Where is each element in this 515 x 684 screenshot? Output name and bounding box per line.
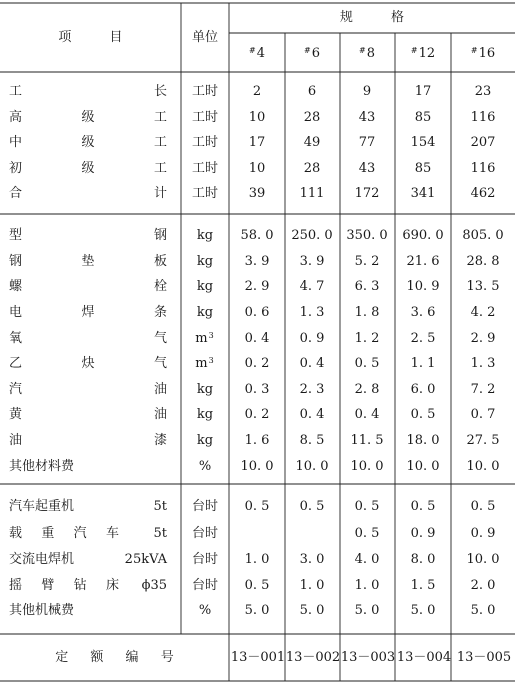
labor-row-value: 43 (358, 110, 376, 125)
unit-text: 工时 (191, 161, 218, 176)
machinery-row-spec: 25kVA (124, 552, 167, 567)
materials-row-value: 805. 0 (462, 228, 504, 243)
footer-code: 13－005 (456, 650, 512, 665)
name-char: 油 (153, 407, 167, 422)
unit-text: 工时 (191, 84, 218, 99)
materials-row-value: 8. 5 (299, 433, 325, 448)
materials-row-value: 0. 7 (470, 407, 496, 422)
materials-row-value: 1. 3 (470, 356, 496, 371)
materials-row-unit (182, 356, 228, 373)
machinery-row-value: 5. 0 (354, 603, 380, 618)
unit-superscript: 3 (208, 331, 214, 340)
header-spec: 规 格 (339, 10, 405, 25)
materials-row-name (9, 305, 167, 321)
header-unit: 单位 (191, 30, 218, 45)
footer-label: 定 额 编 号 (55, 650, 174, 665)
labor-row-value: 10 (248, 161, 266, 176)
unit-text: kg (196, 228, 214, 243)
materials-row-name (9, 407, 167, 423)
machinery-row-spec: 5t (153, 526, 167, 541)
materials-row-value: 6. 0 (410, 382, 436, 397)
name-char: 载 (9, 526, 23, 541)
spec-number: 12 (418, 46, 436, 61)
header-spec-1 (285, 46, 339, 63)
labor-row-value: 2 (252, 84, 262, 99)
materials-row-value: 2. 9 (244, 279, 270, 294)
unit-text: m (195, 356, 208, 371)
materials-row-value: 1. 2 (354, 331, 380, 346)
materials-row-value: 0. 2 (244, 407, 270, 422)
unit-text: m (195, 331, 208, 346)
materials-row-name (9, 331, 167, 347)
labor-row-value: 43 (358, 161, 376, 176)
name-char: 车 (105, 526, 119, 541)
labor-row-value: 6 (307, 84, 317, 99)
machinery-row-value: 5. 0 (299, 603, 325, 618)
name-char: 摇 (9, 578, 23, 593)
labor-row-unit (182, 110, 228, 126)
materials-row-value: 1. 8 (354, 305, 380, 320)
name-char: 重 (41, 526, 55, 541)
machinery-row-value: 1. 0 (244, 552, 270, 567)
name-char: 中 (9, 135, 23, 150)
labor-row-value: 85 (414, 110, 432, 125)
labor-row-value: 23 (474, 84, 492, 99)
name-char: 油 (153, 382, 167, 397)
materials-row-value: 250. 0 (291, 228, 333, 243)
name-char: 垫 (81, 254, 95, 269)
name-char: 乙 (9, 356, 23, 371)
materials-row-value: 18. 0 (406, 433, 440, 448)
machinery-row-unit (182, 526, 228, 542)
materials-row-value: 0. 4 (354, 407, 380, 422)
name-char: 工 (153, 135, 167, 150)
materials-row-value: 27. 5 (466, 433, 500, 448)
materials-row-value: 4. 2 (470, 305, 496, 320)
name-char: 型 (9, 228, 23, 243)
materials-row-value: 0. 3 (244, 382, 270, 397)
name-char: 条 (153, 305, 167, 320)
materials-row-value: 0. 2 (244, 356, 270, 371)
materials-row-value: 2. 5 (410, 331, 436, 346)
name-char: 钢 (9, 254, 23, 269)
name-char: 油 (9, 433, 23, 448)
materials-row-unit (182, 331, 228, 348)
unit-text: 台时 (191, 526, 218, 541)
machinery-row-value: 0. 5 (410, 499, 436, 514)
machinery-row-unit (182, 603, 228, 619)
machinery-row-value: 8. 0 (410, 552, 436, 567)
materials-row-value: 0. 4 (299, 407, 325, 422)
name-char: 臂 (41, 578, 55, 593)
name-char: 板 (153, 254, 167, 269)
materials-row-name (9, 279, 167, 295)
name-char: 电 (9, 305, 23, 320)
materials-row-value: 10. 0 (240, 459, 274, 474)
machinery-row-value: 0. 5 (354, 526, 380, 541)
materials-row-value: 1. 6 (244, 433, 270, 448)
name-char: 焊 (81, 305, 95, 320)
labor-row-name (9, 161, 167, 177)
unit-text: kg (196, 305, 214, 320)
footer-code: 13－001 (230, 650, 286, 665)
labor-row-value: 10 (248, 110, 266, 125)
machinery-row-value: 1. 5 (410, 578, 436, 593)
machinery-row-spec: ϕ35 (141, 578, 167, 593)
labor-row-value: 28 (303, 161, 321, 176)
labor-row-value: 111 (299, 186, 325, 201)
header-spec-0 (230, 46, 284, 63)
unit-text: 工时 (191, 135, 218, 150)
name-char: 汽 (9, 382, 23, 397)
materials-row-value: 3. 9 (299, 254, 325, 269)
labor-row-value: 17 (414, 84, 432, 99)
unit-text: 台时 (191, 578, 218, 593)
labor-row-unit (182, 84, 228, 100)
labor-row-value: 116 (470, 110, 496, 125)
materials-row-value: 6. 3 (354, 279, 380, 294)
materials-row-value: 10. 0 (295, 459, 329, 474)
name-char: 气 (153, 356, 167, 371)
name-char: 床 (105, 578, 119, 593)
name-char: 炔 (81, 356, 95, 371)
spec-number: 4 (256, 46, 265, 61)
materials-row-value: 10. 0 (350, 459, 384, 474)
labor-row-value: 116 (470, 161, 496, 176)
header-spec-2 (340, 46, 394, 63)
materials-row-value: 21. 6 (406, 254, 440, 269)
unit-text: 工时 (191, 186, 218, 201)
materials-row-unit (182, 305, 228, 321)
labor-row-value: 85 (414, 161, 432, 176)
labor-row-value: 28 (303, 110, 321, 125)
materials-row-value: 0. 4 (299, 356, 325, 371)
machinery-row-value: 1. 0 (354, 578, 380, 593)
spec-mark: # (410, 46, 418, 55)
name-char: 级 (81, 135, 95, 150)
name-char: 合 (9, 186, 23, 201)
materials-row-value: 3. 9 (244, 254, 270, 269)
materials-row-unit (182, 433, 228, 449)
materials-row-value: 1. 3 (299, 305, 325, 320)
name-char: 氧 (9, 331, 23, 346)
materials-row-value: 5. 2 (354, 254, 380, 269)
machinery-row-value: 0. 9 (470, 526, 496, 541)
machinery-row-value: 2. 0 (470, 578, 496, 593)
machinery-row-value: 0. 5 (299, 499, 325, 514)
machinery-row-value: 3. 0 (299, 552, 325, 567)
materials-row-unit (182, 228, 228, 244)
unit-text: % (198, 603, 212, 618)
name-char: 钢 (153, 228, 167, 243)
materials-row-value: 2. 9 (470, 331, 496, 346)
unit-text: kg (196, 279, 214, 294)
machinery-row-value: 0. 9 (410, 526, 436, 541)
labor-row-name (9, 135, 167, 151)
materials-row-value: 10. 9 (406, 279, 440, 294)
labor-row-value: 207 (470, 135, 496, 150)
machinery-row-unit (182, 499, 228, 515)
name-char: 工 (153, 110, 167, 125)
header-spec-4 (456, 46, 510, 63)
machinery-row-value: 5. 0 (470, 603, 496, 618)
materials-row-unit (182, 459, 228, 475)
name-char: 漆 (153, 433, 167, 448)
machinery-row-unit (182, 552, 228, 568)
spec-mark: # (470, 46, 478, 55)
machinery-row-value: 0. 5 (244, 578, 270, 593)
unit-text: kg (196, 407, 214, 422)
name-char: 钻 (73, 578, 87, 593)
header-item: 项 目 (58, 30, 123, 45)
machinery-row-name: 交流电焊机 (9, 552, 75, 567)
machinery-row-value: 0. 5 (244, 499, 270, 514)
name-char: 计 (153, 186, 167, 201)
labor-row-value: 77 (358, 135, 376, 150)
materials-row-name (9, 382, 167, 398)
machinery-row-value: 5. 0 (410, 603, 436, 618)
labor-row-value: 341 (410, 186, 436, 201)
materials-row-value: 0. 9 (299, 331, 325, 346)
labor-row-unit (182, 186, 228, 202)
header-spec-3 (396, 46, 450, 63)
spec-number: 8 (366, 46, 375, 61)
name-char: 高 (9, 110, 23, 125)
machinery-row-name: 其他机械费 (9, 603, 75, 618)
materials-row-value: 11. 5 (350, 433, 384, 448)
name-char: 栓 (153, 279, 167, 294)
materials-row-unit (182, 407, 228, 423)
materials-row-value: 0. 5 (354, 356, 380, 371)
unit-text: kg (196, 382, 214, 397)
footer-code: 13－004 (396, 650, 452, 665)
materials-row-value: 10. 0 (406, 459, 440, 474)
labor-row-unit (182, 135, 228, 151)
materials-row-name (9, 254, 167, 270)
materials-row-value: 3. 6 (410, 305, 436, 320)
labor-row-name (9, 110, 167, 126)
machinery-row-value: 1. 0 (299, 578, 325, 593)
footer-code: 13－002 (285, 650, 341, 665)
materials-row-name: 其他材料费 (9, 459, 75, 474)
name-char: 工 (9, 84, 23, 99)
labor-row-value: 17 (248, 135, 266, 150)
spec-number: 16 (478, 46, 496, 61)
unit-text: 台时 (191, 552, 218, 567)
materials-row-value: 2. 8 (354, 382, 380, 397)
materials-row-value: 10. 0 (466, 459, 500, 474)
footer-code: 13－003 (340, 650, 396, 665)
materials-row-value: 28. 8 (466, 254, 500, 269)
materials-row-unit (182, 382, 228, 398)
unit-text: % (198, 459, 212, 474)
machinery-row-value: 0. 5 (354, 499, 380, 514)
materials-row-name (9, 228, 167, 244)
materials-row-value: 350. 0 (346, 228, 388, 243)
materials-row-unit (182, 279, 228, 295)
materials-row-name (9, 433, 167, 449)
machinery-row-spec: 5t (153, 499, 167, 514)
unit-text: 台时 (191, 499, 218, 514)
machinery-row-value: 0. 5 (470, 499, 496, 514)
name-char: 汽 (73, 526, 87, 541)
materials-row-value: 690. 0 (402, 228, 444, 243)
name-char: 工 (153, 161, 167, 176)
name-char: 黄 (9, 407, 23, 422)
labor-row-value: 154 (410, 135, 436, 150)
name-char: 级 (81, 110, 95, 125)
materials-row-value: 7. 2 (470, 382, 496, 397)
materials-row-value: 2. 3 (299, 382, 325, 397)
name-char: 螺 (9, 279, 23, 294)
labor-row-unit (182, 161, 228, 177)
labor-row-name (9, 84, 167, 100)
name-char: 初 (9, 161, 23, 176)
labor-row-value: 49 (303, 135, 321, 150)
machinery-row-value: 5. 0 (244, 603, 270, 618)
spec-mark: # (249, 46, 256, 55)
materials-row-value: 4. 7 (299, 279, 325, 294)
machinery-row-value: 4. 0 (354, 552, 380, 567)
materials-row-unit (182, 254, 228, 270)
spec-number: 6 (311, 46, 320, 61)
materials-row-value: 0. 6 (244, 305, 270, 320)
materials-row-value: 58. 0 (240, 228, 274, 243)
unit-text: kg (196, 254, 214, 269)
machinery-row-unit (182, 578, 228, 594)
name-char: 气 (153, 331, 167, 346)
name-char: 长 (153, 84, 167, 99)
labor-row-name (9, 186, 167, 202)
spec-mark: # (359, 46, 366, 55)
labor-row-value: 462 (470, 186, 496, 201)
unit-text: kg (196, 433, 214, 448)
materials-row-value: 13. 5 (466, 279, 500, 294)
spec-mark: # (304, 46, 311, 55)
labor-row-value: 172 (354, 186, 380, 201)
name-char: 级 (81, 161, 95, 176)
unit-superscript: 3 (208, 356, 214, 365)
materials-row-value: 1. 1 (410, 356, 436, 371)
machinery-row-name: 汽车起重机 (9, 499, 75, 514)
materials-row-value: 0. 4 (244, 331, 270, 346)
labor-row-value: 9 (362, 84, 372, 99)
machinery-row-value: 10. 0 (466, 552, 500, 567)
unit-text: 工时 (191, 110, 218, 125)
materials-row-name (9, 356, 167, 372)
labor-row-value: 39 (248, 186, 266, 201)
materials-row-value: 0. 5 (410, 407, 436, 422)
